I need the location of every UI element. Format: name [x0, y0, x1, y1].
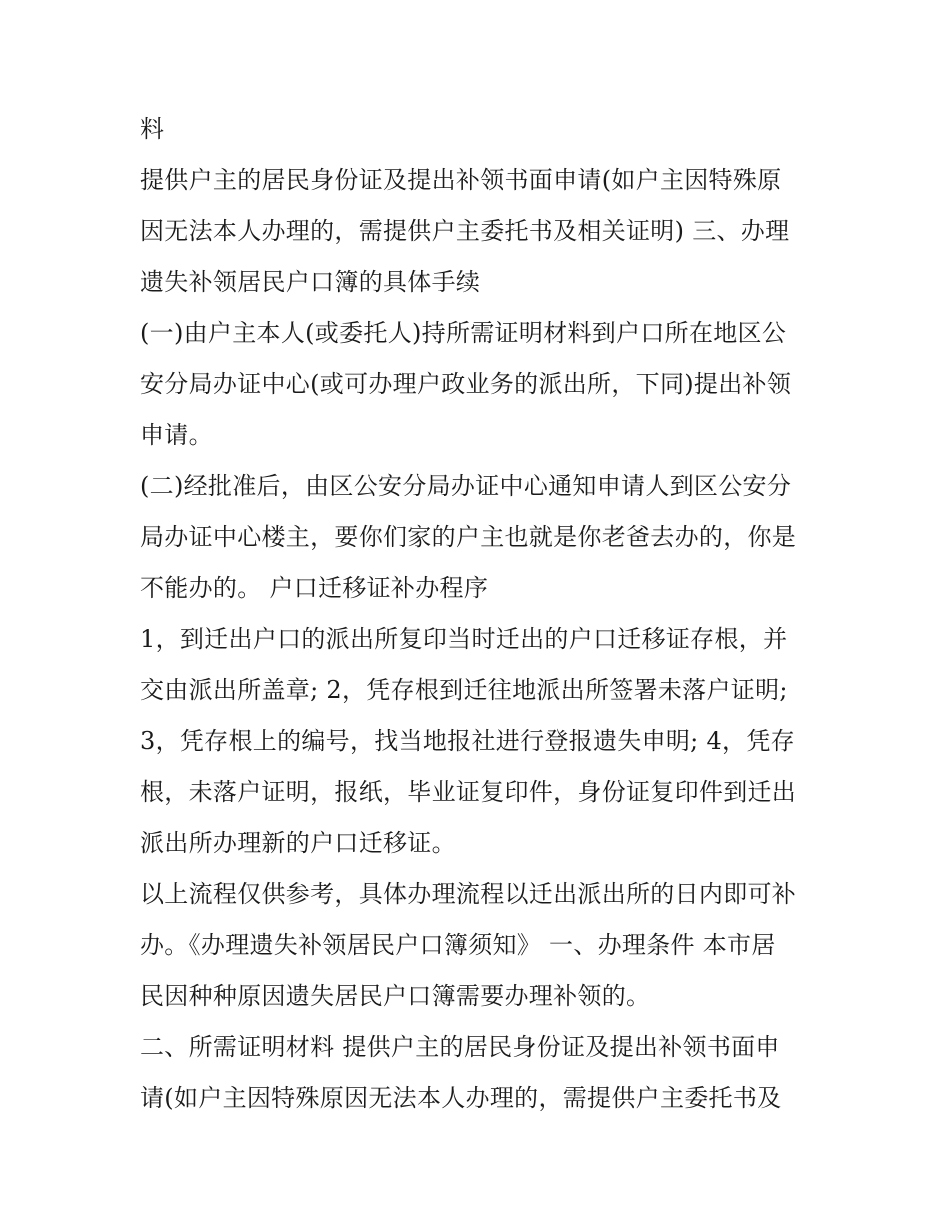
text-line: 不能办的。 户口迁移证补办程序 [140, 574, 489, 602]
text-line: 安分局办证中心(或可办理户政业务的派出所，下同)提出补领 [140, 370, 792, 398]
text-line: 办。《办理遗失补领居民户口簿须知》 一、办理条件 本市居 [140, 931, 776, 959]
text-line: 交由派出所盖章; 2，凭存根到迁往地派出所签署未落户证明; [140, 676, 788, 704]
text-line: (一)由户主本人(或委托人)持所需证明材料到户口所在地区公 [140, 319, 787, 347]
text-line: 遗失补领居民户口簿的具体手续 [140, 268, 481, 296]
text-line: 根，未落户证明，报纸，毕业证复印件，身份证复印件到迁出 [140, 778, 797, 806]
text-line: 请(如户主因特殊原因无法本人办理的，需提供户主委托书及 [140, 1084, 782, 1112]
document-body [140, 104, 820, 1124]
text-line: (二)经批准后，由区公安分局办证中心通知申请人到区公安分 [140, 472, 792, 500]
text-line: 1，到迁出户口的派出所复印当时迁出的户口迁移证存根，并 [140, 625, 788, 653]
text-line: 因无法本人办理的，需提供户主委托书及相关证明) 三、办理 [140, 217, 790, 245]
text-line: 局办证中心楼主，要你们家的户主也就是你老爸去办的，你是 [140, 523, 797, 551]
text-line: 派出所办理新的户口迁移证。 [140, 829, 456, 857]
text-line: 民因种种原因遗失居民户口簿需要办理补领的。 [140, 982, 651, 1010]
text-line: 料 [140, 115, 165, 143]
text-line: 二、所需证明材料 提供户主的居民身份证及提出补领书面申 [140, 1033, 780, 1061]
text-line: 申请。 [140, 421, 213, 449]
text-line: 3，凭存根上的编号，找当地报社进行登报遗失申明; 4，凭存 [140, 727, 795, 755]
text-line: 提供户主的居民身份证及提出补领书面申请(如户主因特殊原 [140, 166, 782, 194]
text-line: 以上流程仅供参考，具体办理流程以迁出派出所的日内即可补 [140, 880, 797, 908]
